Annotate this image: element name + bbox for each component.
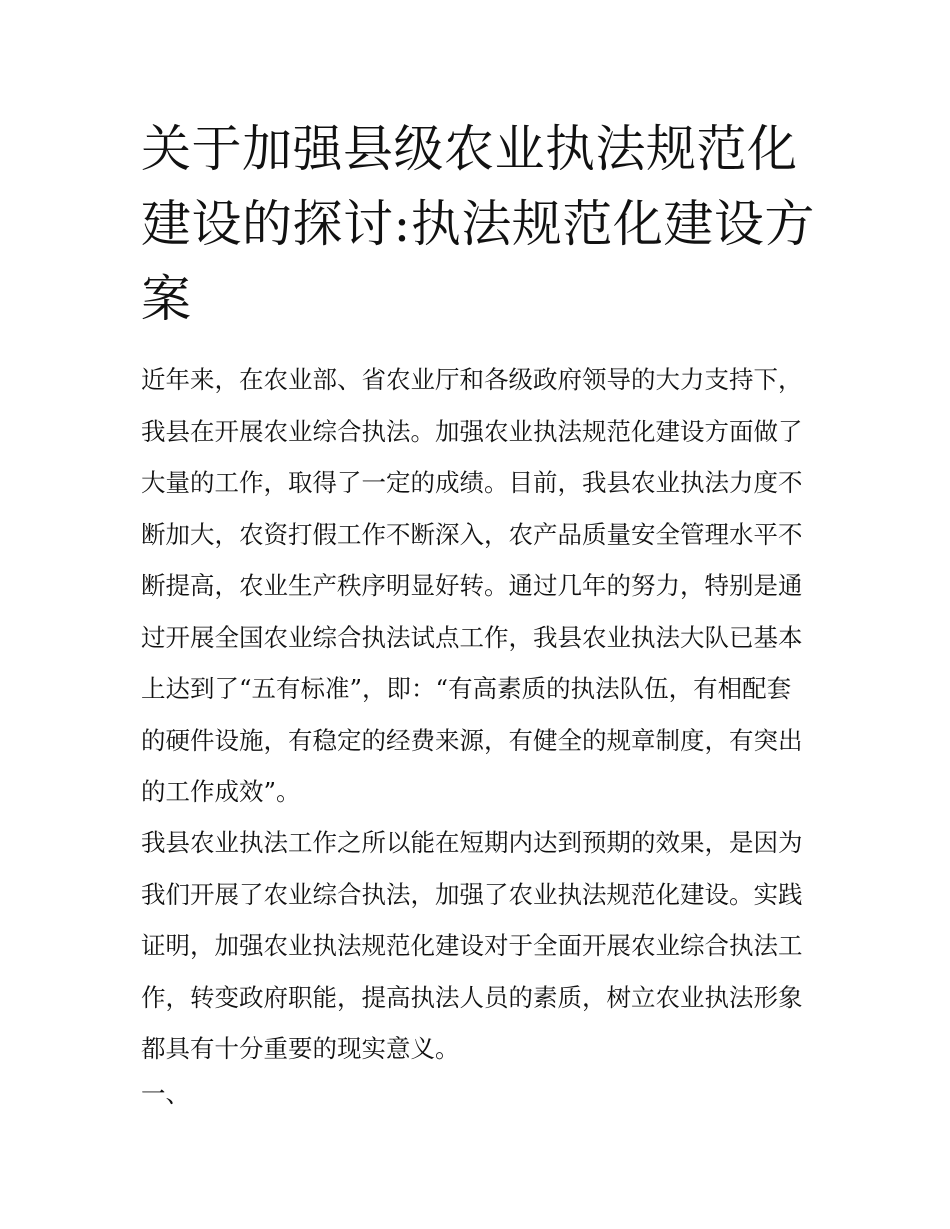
text-line: 过开展全国农业综合执法试点工作，我县农业执法大队已基本 (141, 622, 803, 652)
text-line: 我县农业执法工作之所以能在短期内达到预期的效果，是因为 (141, 828, 803, 857)
text-line: 作，转变政府职能，提高执法人员的素质，树立农业执法形象 (141, 982, 803, 1012)
text-line: 都具有十分重要的现实意义。 (141, 1034, 460, 1063)
text-line: 大量的工作，取得了一定的成绩。目前，我县农业执法力度不 (141, 468, 803, 497)
text-line: 证明，加强农业执法规范化建设对于全面开展农业综合执法工 (141, 931, 803, 960)
text-line: 我县在开展农业综合执法。加强农业执法规范化建设方面做了 (141, 416, 803, 446)
text-line: 一、 (141, 1079, 190, 1108)
title-line: 关于加强县级农业执法规范化 (141, 120, 798, 178)
text-line: 断提高，农业生产秩序明显好转。通过几年的努力，特别是通 (141, 571, 803, 600)
text-line: 上达到了“五有标准”，即：“有高素质的执法队伍，有相配套 (141, 674, 792, 703)
text-line: 近年来，在农业部、省农业厅和各级政府领导的大力支持下， (141, 365, 803, 394)
paragraph-intro (141, 354, 821, 818)
section-heading-one (141, 1068, 821, 1120)
text-line: 我们开展了农业综合执法，加强了农业执法规范化建设。实践 (141, 879, 803, 909)
text-line: 断加大，农资打假工作不断深入，农产品质量安全管理水平不 (141, 519, 803, 549)
title-line: 案 (141, 270, 192, 328)
paragraph-significance (141, 817, 821, 1075)
text-line: 的硬件设施，有稳定的经费来源，有健全的规章制度，有突出 (141, 725, 803, 755)
title-line: 建设的探讨:执法规范化建设方 (141, 195, 815, 253)
document-title (141, 112, 821, 337)
text-line: 的工作成效”。 (141, 777, 301, 806)
